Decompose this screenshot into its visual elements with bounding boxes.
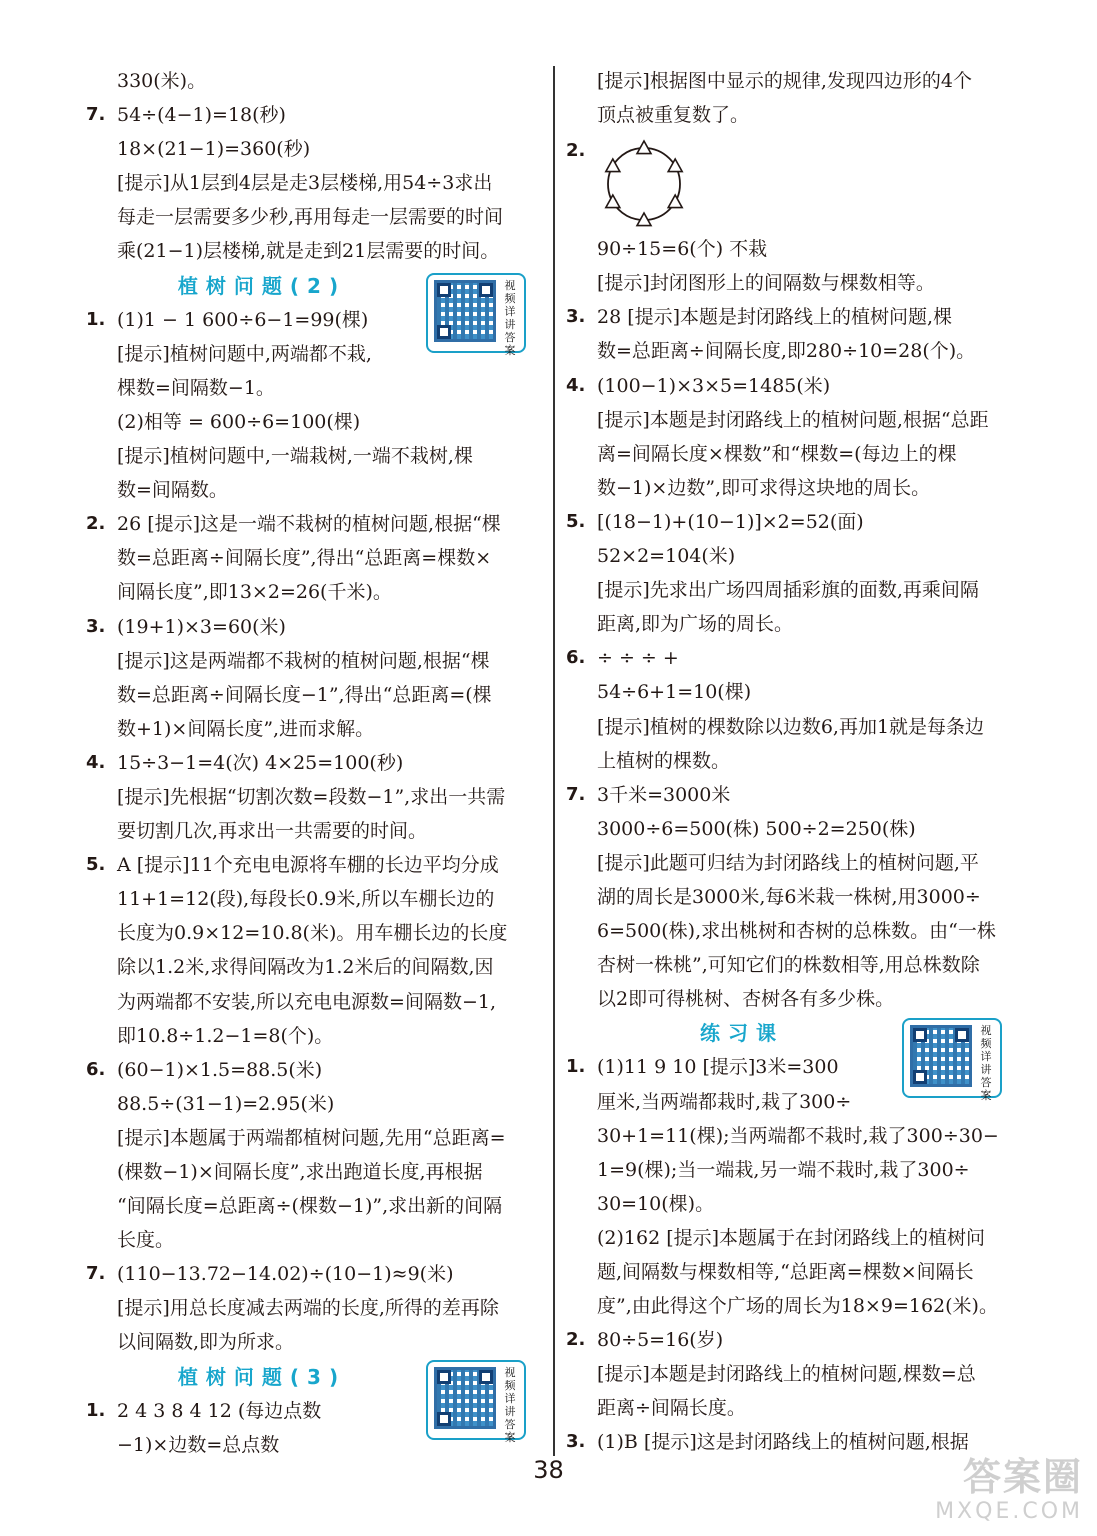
text-line [566,403,1028,437]
line-text: [提示]本题是封闭路线上的植树问题,根据“总距 [597,408,989,431]
text-line [86,1394,548,1428]
line-text: 数=总距离÷间隔长度,即280÷10=28(个)。 [597,340,976,363]
text-line [86,746,548,780]
text-line [566,778,1028,812]
line-text: (棵数−1)×间隔长度”,求出跑道长度,再根据 [117,1161,483,1183]
text-line [566,232,1028,266]
line-text: [提示]先求出广场四周插彩旗的面数,再乘间隔 [597,579,979,602]
qr-label: 视频详讲答案 [504,278,516,357]
line-text: 顶点被重复数了。 [597,104,750,127]
question-number: 6. [86,1058,106,1080]
text-line [566,641,1028,675]
text-line [566,846,1028,880]
line-text: 54÷(4−1)=18(秒) [117,104,286,127]
text-line [566,1289,1028,1323]
line-text: 湖的周长是3000米,每6米栽一株树,用3000÷ [597,885,981,908]
line-text: 18×(21−1)=360(秒) [117,138,311,161]
line-text: 80÷5=16(岁) [597,1329,724,1352]
line-text: 棵数=间隔数−1。 [117,376,275,399]
line-text: [提示]植树的棵数除以边数6,再加1就是每条边 [597,715,985,738]
question-number: 1. [86,1399,106,1421]
left-block-2 [86,303,548,1360]
line-text: 以2即可得桃树、杏树各有多少株。 [597,988,895,1011]
text-line [566,1187,1028,1221]
line-text: 间隔长度”,即13×2=26(千米)。 [117,581,392,604]
text-line [566,98,1028,132]
qr-finder [479,283,493,297]
text-line [566,573,1028,607]
line-text: (2)相等 = 600÷6=100(棵) [117,410,361,433]
text-line [566,812,1028,846]
text-line [86,1053,548,1087]
line-text: [提示]根据图中显示的规律,发现四边形的4个 [597,70,972,92]
line-text: [提示]植树问题中,两端都不栽, [117,342,372,365]
line-text: (110−13.72−14.02)÷(10−1)≈9(米) [117,1263,454,1286]
text-line [86,575,548,609]
line-text: 为两端都不安装,所以充电电源数=间隔数−1, [117,990,497,1013]
text-line [86,234,548,268]
line-text: 88.5÷(31−1)=2.95(米) [117,1092,335,1115]
question-number: 1. [566,1056,586,1078]
text-line [566,471,1028,505]
text-line [86,1019,548,1053]
watermark-top: 答案圈 [962,1455,1083,1499]
question-number: 7. [86,1263,106,1285]
triangle-marker [668,159,682,172]
line-text: (1)11 9 10 [提示]3米=300 [597,1056,839,1079]
text-line [566,675,1028,709]
text-line [86,1121,548,1155]
question-number: 7. [86,104,106,126]
text-line [566,710,1028,744]
text-line [566,1323,1028,1357]
text-line [86,1257,548,1291]
question-number: 4. [566,374,586,396]
text-line [566,982,1028,1016]
text-line [86,916,548,950]
left-column [86,64,548,1462]
question-number: 1. [86,308,106,330]
text-line [566,437,1028,471]
text-line [86,303,548,337]
text-line [86,166,548,200]
right-block-2 [566,232,1028,1016]
text-line [566,505,1028,539]
text-line [86,1189,548,1223]
line-text: 数=总距离÷间隔长度”,得出“总距离=棵数× [117,547,492,570]
line-text: 30+1=11(棵);当两端都不栽时,栽了300÷30− [597,1124,999,1147]
text-line [566,744,1028,778]
line-text: “间隔长度=总距离÷(棵数−1)”,求出新的间隔 [117,1195,503,1218]
line-text: 90÷15=6(个) 不栽 [597,238,768,261]
line-text: 54÷6+1=10(棵) [597,681,752,704]
line-text: [提示]本题属于两端都植树问题,先用“总距离= [117,1126,506,1149]
line-text: [提示]本题是封闭路线上的植树问题,棵数=总 [597,1363,976,1386]
line-text: 28 [提示]本题是封闭路线上的植树问题,棵 [597,306,953,329]
text-line [566,1119,1028,1153]
line-text: [提示]这是两端都不栽树的植树问题,根据“棵 [117,649,490,672]
question-number: 3. [566,1431,586,1453]
line-text: 3000÷6=500(株) 500÷2=250(株) [597,817,916,840]
line-text: 即10.8÷1.2−1=8(个)。 [117,1024,334,1047]
line-text: 6=500(株),求出桃树和杏树的总株数。由“一株 [597,920,996,943]
hexagon-figure-row [566,132,1028,232]
line-text: [提示]先根据“切割次数=段数−1”,求出一共需 [117,785,506,808]
text-line [86,712,548,746]
text-line [86,473,548,507]
line-text: −1)×边数=总点数 [117,1433,280,1456]
line-text: 11+1=12(段),每段长0.9米,所以车棚长边的 [117,888,495,911]
line-text: 数−1)×边数”,即可求得这块地的周长。 [597,476,931,499]
text-line [566,300,1028,334]
question-number: 6. [566,647,586,669]
section-heading: 练习课 [700,1021,784,1046]
line-text: 距离,即为广场的周长。 [597,613,794,636]
line-text: 330(米)。 [117,70,207,92]
text-line [86,644,548,678]
question-number: 3. [566,306,586,328]
question-number: 5. [86,854,106,876]
text-line [86,1223,548,1257]
line-text: 每走一层需要多少秒,再用每走一层需要的时间 [117,206,504,229]
text-line [566,1153,1028,1187]
text-line [566,1391,1028,1425]
text-line [86,1291,548,1325]
text-line [566,369,1028,403]
triangle-marker [606,195,620,208]
column-divider [553,66,555,1456]
line-text: 乘(21−1)层楼梯,就是走到21层需要的时间。 [117,240,500,263]
line-text: 以间隔数,即为所求。 [117,1331,295,1354]
qr-label: 视频详讲答案 [504,1365,516,1444]
qr-finder [479,1370,493,1384]
text-line [86,200,548,234]
line-text: 杏树一株桃”,可知它们的株数相等,用总株数除 [597,954,980,977]
text-line [566,1425,1028,1459]
line-text: 26 [提示]这是一端不栽树的植树问题,根据“棵 [117,513,501,536]
left-block-1 [86,64,548,269]
line-text: (1)1 − 1 600÷6−1=99(棵) [117,308,369,331]
line-text: [提示]此题可归结为封闭路线上的植树问题,平 [597,851,979,874]
question-number: 7. [566,783,586,805]
text-line [86,610,548,644]
line-text: 3千米=3000米 [597,783,731,806]
text-line [86,439,548,473]
line-text: 除以1.2米,求得间隔改为1.2米后的间隔数,因 [117,956,494,979]
right-block-3 [566,1050,1028,1459]
qr-finder [913,1028,927,1042]
line-text: [(18−1)+(10−1)]×2=52(面) [597,510,864,533]
question-number: 4. [86,751,106,773]
text-line [86,882,548,916]
line-text: 离=间隔长度×棵数”和“棵数=(每边上的棵 [597,442,957,465]
text-line [86,405,548,439]
text-line [86,64,548,98]
text-line [86,678,548,712]
text-line [86,814,548,848]
line-text: 长度。 [117,1229,175,1252]
text-line [566,914,1028,948]
line-text: 上植树的棵数。 [597,749,731,772]
text-line [86,950,548,984]
text-line [86,1087,548,1121]
triangle-marker [637,141,651,154]
section-plant-trees-2 [86,269,548,1360]
line-text: (19+1)×3=60(米) [117,615,286,638]
line-text: 2 4 3 8 4 12 (每边点数 [117,1399,322,1422]
line-text: 1=9(棵);当一端栽,另一端不栽时,栽了300÷ [597,1158,970,1181]
section-heading: 植树问题(2) [177,273,347,298]
line-text: 长度为0.9×12=10.8(米)。用车棚长边的长度 [117,922,508,945]
circle-path [608,148,680,220]
section-plant-trees-3 [86,1360,548,1462]
text-line [566,1050,1028,1084]
text-line [566,607,1028,641]
triangle-marker [668,195,682,208]
section-heading: 植树问题(3) [177,1364,347,1389]
line-text: 15÷3−1=4(次) 4×25=100(秒) [117,751,404,774]
line-text: 距离÷间隔长度。 [597,1397,746,1420]
text-line [86,780,548,814]
line-text: (60−1)×1.5=88.5(米) [117,1058,323,1081]
text-line [86,848,548,882]
text-line [86,541,548,575]
line-text: 题,间隔数与棵数相等,“总距离=棵数×间隔长 [597,1261,974,1283]
text-line [566,1221,1028,1255]
qr-label: 视频详讲答案 [980,1024,992,1103]
qr-finder [437,283,451,297]
triangle-markers [606,141,682,226]
text-line [566,539,1028,573]
line-text: 数=间隔数。 [117,479,228,502]
right-block-1 [566,64,1028,132]
text-line [566,1085,1028,1119]
text-line [86,507,548,541]
text-line [86,337,548,371]
text-line [566,1357,1028,1391]
line-text: [提示]植树问题中,一端栽树,一端不栽树,棵 [117,445,473,468]
page-number: 38 [533,1456,564,1484]
left-block-3 [86,1394,548,1462]
triangle-circle-figure [592,134,702,234]
text-line [86,985,548,1019]
qr-finder [437,1370,451,1384]
question-number: 2. [566,1329,586,1351]
text-line [566,266,1028,300]
line-text: (2)162 [提示]本题属于在封闭路线上的植树问 [597,1226,986,1249]
watermark-bottom: MXQE.COM [935,1499,1083,1524]
line-text: 30=10(棵)。 [597,1192,715,1215]
question-number: 2. [566,140,586,162]
watermark-logo [913,1456,1083,1530]
line-text: 要切割几次,再求出一共需要的时间。 [117,820,428,843]
line-text: A [提示]11个充电电源将车棚的长边平均分成 [117,854,499,877]
triangle-marker [606,159,620,172]
text-line [86,1155,548,1189]
text-line [86,1325,548,1359]
line-text: 52×2=104(米) [597,545,736,568]
qr-finder [955,1028,969,1042]
text-line [566,1255,1028,1289]
text-line [566,334,1028,368]
text-line [566,880,1028,914]
text-line [566,64,1028,98]
question-number: 5. [566,510,586,532]
text-line [566,948,1028,982]
question-number: 3. [86,615,106,637]
line-text: [提示]从1层到4层是走3层楼梯,用54÷3求出 [117,172,493,195]
line-text: 厘米,当两端都栽时,栽了300÷ [597,1090,852,1113]
line-text: ÷ ÷ ÷ + [597,647,679,670]
line-text: 数=总距离÷间隔长度−1”,得出“总距离=(棵 [117,683,492,706]
section-practice [566,1016,1028,1459]
line-text: (100−1)×3×5=1485(米) [597,374,831,397]
line-text: 度”,由此得这个广场的周长为18×9=162(米)。 [597,1295,998,1318]
right-column [566,64,1028,1460]
line-text: (1)B [提示]这是封闭路线上的植树问题,根据 [597,1431,969,1454]
question-number: 2. [86,513,106,535]
line-text: [提示]封闭图形上的间隔数与棵数相等。 [597,272,935,295]
line-text: 数+1)×间隔长度”,进而求解。 [117,717,375,740]
text-line [86,371,548,405]
text-line [86,132,548,166]
text-line [86,98,548,132]
line-text: [提示]用总长度减去两端的长度,所得的差再除 [117,1297,499,1320]
